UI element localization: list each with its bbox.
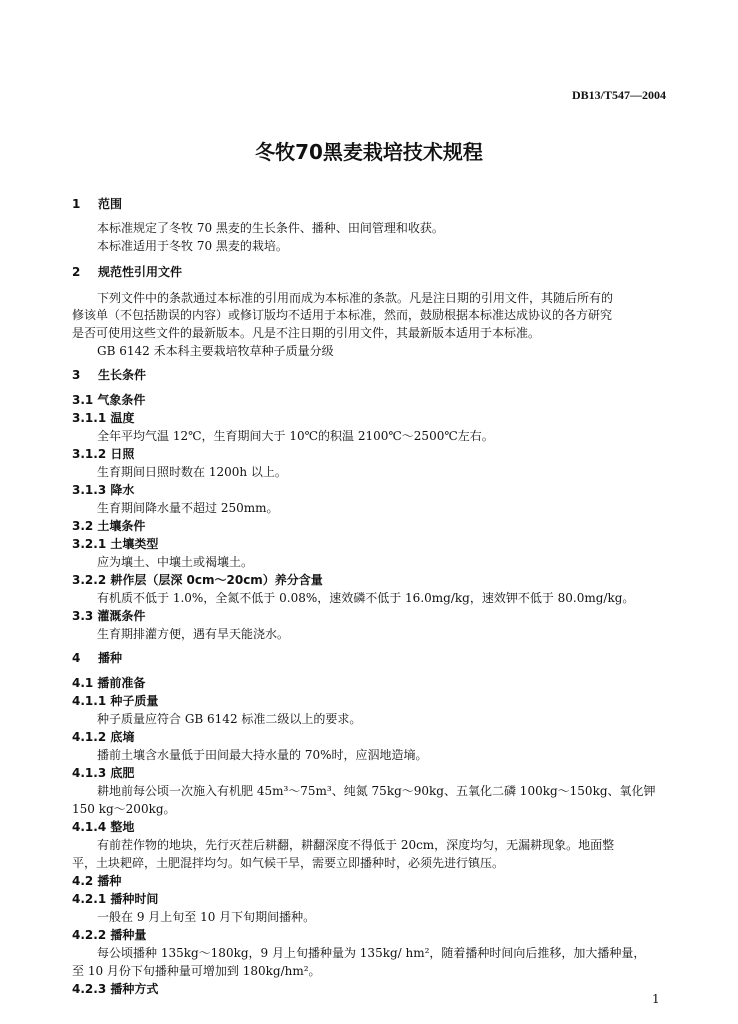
section-title: 播种 (98, 651, 123, 665)
subsection-3-3: 3.3 灌溉条件 (72, 609, 146, 623)
subsection-4-1-4: 4.1.4 整地 (72, 820, 135, 834)
text-4-1-2: 播前土壤含水量低于田间最大持水量的 70%时，应泅地造墒。 (97, 748, 428, 762)
text-4-1-4-line-2: 平，土块耙碎，土肥混拌均匀。如气候干旱，需要立即播种时，必须先进行镇压。 (72, 856, 505, 870)
subsection-4-2-1: 4.2.1 播种时间 (72, 892, 159, 906)
section-1-heading (72, 196, 122, 212)
text-3-1-2: 生育期间日照时数在 1200h 以上。 (97, 465, 287, 479)
section-title: 规范性引用文件 (98, 265, 183, 279)
text-3-2-1: 应为壤土、中壤土或褐壤土。 (97, 555, 254, 569)
section-2-line-1: 下列文件中的条款通过本标准的引用而成为本标准的条款。凡是注日期的引用文件，其随后所有的 (97, 291, 614, 305)
subsection-3-2: 3.2 土壤条件 (72, 519, 146, 533)
subsection-3-1-1: 3.1.1 温度 (72, 411, 135, 425)
section-2-line-2: 修该单（不包括勘误的内容）或修订版均不适用于本标准，然而，鼓励根据本标准达成协议的各方研究 (72, 308, 613, 322)
subsection-3-1: 3.1 气象条件 (72, 393, 146, 407)
text-4-2-1: 一般在 9 月上旬至 10 月下旬期间播种。 (97, 910, 316, 924)
page-number: 1 (652, 992, 660, 1006)
subsection-3-1-3: 3.1.3 降水 (72, 483, 135, 497)
subsection-3-2-2: 3.2.2 耕作层（层深 0cm～20cm）养分含量 (72, 573, 323, 587)
subsection-3-1-2: 3.1.2 日照 (72, 447, 135, 461)
subsection-4-2-2: 4.2.2 播种量 (72, 928, 147, 942)
normative-reference: GB 6142 禾本科主要栽培牧草种子质量分级 (97, 344, 334, 358)
text-3-1-1: 全年平均气温 12℃，生育期间大于 10℃的积温 2100℃～2500℃左右。 (97, 429, 494, 443)
subsection-3-2-1: 3.2.1 土壤类型 (72, 537, 159, 551)
subsection-4-1-1: 4.1.1 种子质量 (72, 694, 159, 708)
section-2-heading (72, 264, 182, 280)
section-4-heading (72, 650, 122, 666)
section-number: 4 (72, 651, 81, 665)
subsection-4-1: 4.1 播前准备 (72, 676, 146, 690)
section-1-paragraph-2: 本标准适用于冬牧 70 黑麦的栽培。 (97, 239, 288, 253)
text-4-2-2-line-2: 至 10 月份下旬播种量可增加到 180kg/hm²。 (72, 964, 321, 978)
subsection-4-2-3: 4.2.3 播种方式 (72, 982, 159, 996)
text-4-1-4-line-1: 有前茬作物的地块，先行灭茬后耕翻，耕翻深度不得低于 20cm，深度均匀，无漏耕现象。地面整 (97, 838, 615, 852)
text-3-3: 生育期排灌方便，遇有旱天能浇水。 (97, 627, 290, 641)
standard-number: DB13/T547—2004 (571, 88, 666, 102)
section-title: 生长条件 (98, 368, 147, 382)
section-number: 1 (72, 197, 81, 211)
text-3-2-2: 有机质不低于 1.0%，全氮不低于 0.08%，速效磷不低于 16.0mg/kg，速效钾不低于 80.0mg/kg。 (97, 591, 635, 605)
section-1-paragraph-1: 本标准规定了冬牧 70 黑麦的生长条件、播种、田间管理和收获。 (97, 221, 444, 235)
subsection-4-1-3: 4.1.3 底肥 (72, 766, 135, 780)
text-4-1-1: 种子质量应符合 GB 6142 标准二级以上的要求。 (97, 712, 362, 726)
text-4-2-2-line-1: 每公顷播种 135kg～180kg，9 月上旬播种量为 135kg/ hm²，随着播种时间向后推移，加大播种量， (97, 946, 646, 960)
section-3-heading (72, 367, 146, 383)
section-2-line-3: 是否可使用这些文件的最新版本。凡是不注日期的引用文件，其最新版本适用于本标准。 (72, 326, 541, 340)
section-number: 3 (72, 368, 81, 382)
subsection-4-2: 4.2 播种 (72, 874, 122, 888)
section-number: 2 (72, 265, 81, 279)
document-title: 冬牧70黑麦栽培技术规程 (255, 140, 483, 164)
text-4-1-3-line-1: 耕地前每公顷一次施入有机肥 45m³～75m³、纯氮 75kg～90kg、五氧化二磷 100kg～150kg、氧化钾 (97, 784, 656, 798)
section-title: 范围 (98, 197, 123, 211)
subsection-4-1-2: 4.1.2 底墒 (72, 730, 135, 744)
text-3-1-3: 生育期间降水量不超过 250mm。 (97, 501, 279, 515)
text-4-1-3-line-2: 150 kg～200kg。 (72, 802, 176, 816)
